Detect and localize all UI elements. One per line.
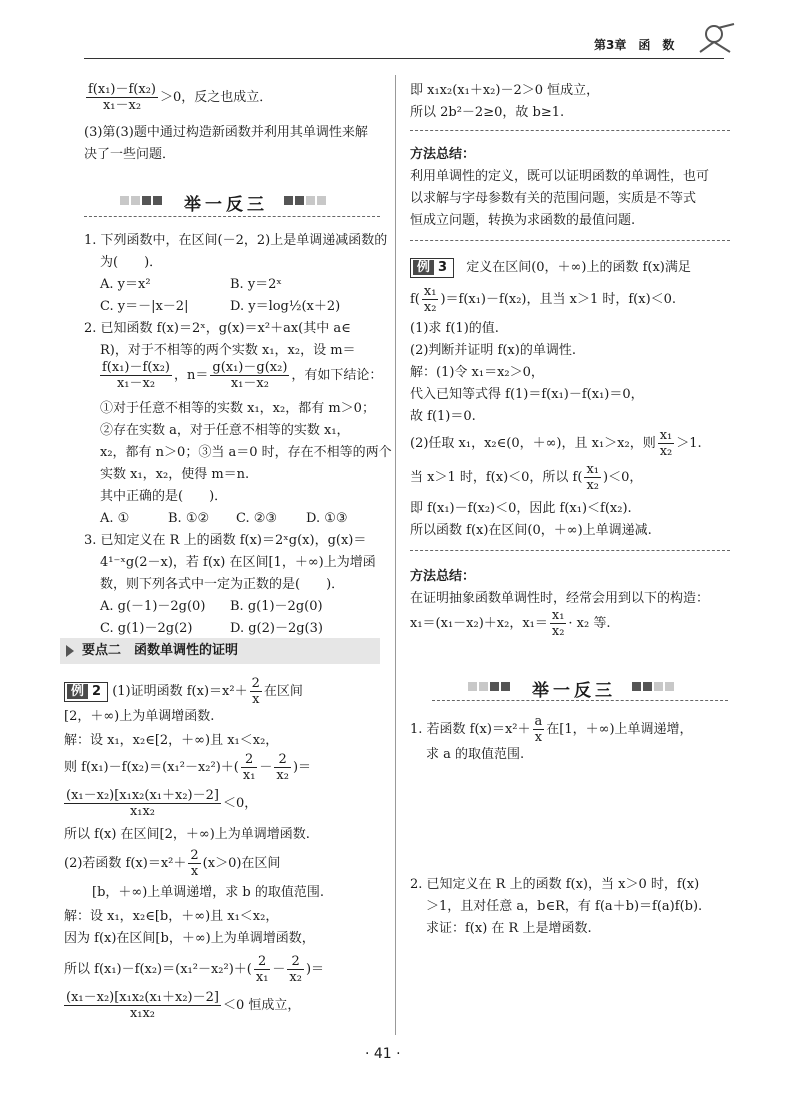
- fraction: $\frac{\text{g(x₁)－g(x₂)}}{\text{x₁－x₂}}$: [212, 360, 288, 391]
- text-line: (3)第(3)题中通过构造新函数并利用其单调性来解: [84, 125, 368, 140]
- fraction: $\frac{\text{x₁}}{\text{x₂}}$: [586, 462, 599, 493]
- fraction: $\frac{2}{\text{x₁}}$: [255, 954, 269, 985]
- method-summary-line: 利用单调性的定义，既可以证明函数的单调性，也可: [410, 169, 710, 184]
- q2-option-c: C. ②③: [236, 511, 278, 526]
- example-2-line: 例 2 (1)证明函数 f(x)＝x²＋ $\frac{2}{x}$ 在区间: [64, 676, 303, 707]
- column-divider: [395, 75, 396, 1035]
- method-summary-line: 以求解与字母参数有关的范围问题，实质是不等式: [410, 191, 697, 206]
- fraction: $\frac{\text{(x₁－x₂)[x₁x₂(x₁＋x₂)－2]}}{\text{x₁x₂}}$: [66, 788, 219, 819]
- q2-option-a: A. ①: [100, 511, 130, 526]
- fraction: $\frac{2}{\text{x₁}}$: [242, 752, 256, 783]
- q1-option-c: C. y＝－|x－2|: [100, 299, 189, 314]
- q1-line: 1. 下列函数中，在区间(－2，2)上是单调递减函数的: [84, 233, 388, 248]
- text-line: 决了一些问题．: [84, 147, 176, 162]
- fraction: $\frac{2}{\text{x₂}}$: [276, 752, 289, 783]
- divider-dash: [410, 130, 730, 131]
- practice-q2-line: 2. 已知定义在 R 上的函数 f(x)，当 x＞0 时，f(x): [410, 877, 700, 892]
- q2-line: 其中正确的是( )．: [100, 489, 228, 504]
- example-2-line: [b，＋∞)上单调递增，求 b 的取值范围.: [92, 885, 325, 900]
- q1-option-b: B. y＝2ˣ: [230, 277, 282, 292]
- q3-option-a: A. g(－1)－2g(0): [100, 599, 206, 614]
- example-3-solution: 解：(1)令 x₁＝x₂＞0，: [410, 365, 544, 380]
- practice-banner-right: [432, 676, 728, 700]
- intro-fraction-line: $\frac{\text{f(x₁)－f(x₂)}}{\text{x₁－x₂}}$ ＞0，反之也成立．: [88, 82, 273, 113]
- practice-q1-line: 求 a 的取值范围.: [426, 747, 525, 762]
- mascot-icon: [696, 22, 736, 56]
- method-summary-title: 方法总结：: [410, 147, 476, 162]
- method-summary-title: 方法总结：: [410, 569, 476, 584]
- example-3-line: 代入已知等式得 f(1)＝f(x₁)－f(x₁)＝0，: [410, 387, 644, 402]
- example-3-line: (1)求 f(1)的值.: [410, 321, 499, 336]
- q1-line: 为( )．: [100, 255, 163, 270]
- example-2-line: (2)若函数 f(x)＝x²＋ $\frac{2}{x}$ (x＞0)在区间: [64, 848, 281, 879]
- divider-dash: [410, 240, 730, 241]
- practice-banner-left: [84, 190, 380, 214]
- banner-dash: [84, 216, 380, 217]
- q2-line: ②存在实数 a，对于任意不相等的实数 x₁，: [100, 423, 350, 438]
- banner-blocks: [632, 682, 674, 691]
- fraction: $\frac{\text{x₁}}{\text{x₂}}$: [659, 428, 673, 459]
- example-3-line: (2)任取 x₁，x₂∈(0，＋∞)，且 x₁＞x₂，则 $\frac{\text{x₁}}{\text{x₂}}$ ＞1.: [410, 428, 702, 459]
- fraction: $\frac{\text{(x₁－x₂)[x₁x₂(x₁＋x₂)－2]}}{\text{x₁x₂}}$: [66, 990, 219, 1021]
- q3-line: 3. 已知定义在 R 上的函数 f(x)＝2ˣg(x)，g(x)＝: [84, 533, 367, 548]
- text-line: 所以 2b²－2≥0，故 b≥1.: [410, 105, 565, 120]
- q3-option-d: D. g(2)－2g(3): [230, 621, 323, 636]
- example-3-line: f( $\frac{\text{x₁}}{\text{x₂}}$ )＝f(x₁)－f(x₂)，且当 x＞1 时，f(x)＜0.: [410, 284, 677, 315]
- q2-line: 2. 已知函数 f(x)＝2ˣ，g(x)＝x²＋ax(其中 a∈: [84, 321, 351, 336]
- example-2-line: 因为 f(x)在区间[b，＋∞)上为单调增函数，: [64, 931, 315, 946]
- fraction: $\frac{\text{f(x₁)－f(x₂)}}{\text{x₁－x₂}}$: [88, 82, 156, 113]
- divider-dash: [410, 550, 730, 551]
- triangle-arrow-icon: [66, 645, 74, 657]
- banner-dash: [432, 700, 728, 701]
- example-2-line: 所以 f(x) 在区间[2，＋∞)上为单调增函数.: [64, 827, 310, 842]
- q2-option-b: B. ①②: [168, 511, 210, 526]
- example-tag: 例 3: [410, 258, 454, 278]
- q1-option-d: D. y＝log½(x＋2): [230, 299, 341, 314]
- banner-title: 举一反三: [184, 195, 268, 215]
- page-number: · 41 ·: [365, 1046, 401, 1062]
- method-summary-line: 恒成立问题，转换为求函数的最值问题.: [410, 213, 636, 228]
- banner-title: 举一反三: [532, 681, 616, 701]
- q2-line: R)，对于不相等的两个实数 x₁，x₂，设 m＝: [100, 343, 356, 358]
- example-2-line: 所以 f(x₁)－f(x₂)＝(x₁²－x₂²)＋( $\frac{2}{\text{x₁}}$ － $\frac{2}{\text{x₂}}$ )＝: [64, 954, 325, 985]
- chapter-header: 第3章 函 数: [594, 38, 675, 52]
- section-heading: 要点二 函数单调性的证明: [60, 638, 380, 664]
- banner-blocks: [120, 196, 162, 205]
- q3-option-c: C. g(1)－2g(2): [100, 621, 193, 636]
- method-summary-line: x₁＝(x₁－x₂)＋x₂，x₁＝ $\frac{\text{x₁}}{\text{x₂}}$ · x₂ 等.: [410, 608, 611, 639]
- text-line: 即 x₁x₂(x₁＋x₂)－2＞0 恒成立，: [410, 83, 600, 98]
- example-2-line: $\frac{\text{(x₁－x₂)[x₁x₂(x₁＋x₂)－2]}}{\text{x₁x₂}}$ ＜0 恒成立，: [66, 990, 301, 1021]
- q2-line: ①对于任意不相等的实数 x₁，x₂，都有 m＞0；: [100, 401, 375, 416]
- example-3-line: 即 f(x₁)－f(x₂)＜0，因此 f(x₁)＜f(x₂).: [410, 501, 632, 516]
- fraction: $\frac{\text{x₁}}{\text{x₂}}$: [423, 284, 437, 315]
- method-summary-line: 在证明抽象函数单调性时，经常会用到以下的构造：: [410, 591, 710, 606]
- q2-line: 实数 x₁，x₂，使得 m＝n.: [100, 467, 250, 482]
- fraction: $\frac{2}{x}$: [190, 848, 199, 879]
- fraction: $\frac{\text{f(x₁)－f(x₂)}}{\text{x₁－x₂}}$: [102, 360, 170, 391]
- example-tag: 例 2: [64, 682, 108, 702]
- q2-option-d: D. ①③: [306, 511, 348, 526]
- header-rule: [84, 58, 724, 59]
- example-2-line: 则 f(x₁)－f(x₂)＝(x₁²－x₂²)＋( $\frac{2}{\text{x₁}}$ － $\frac{2}{\text{x₂}}$ )＝: [64, 752, 312, 783]
- banner-blocks: [468, 682, 510, 691]
- practice-q2-line: ＞1，且对任意 a，b∈R，有 f(a＋b)＝f(a)f(b).: [426, 899, 703, 914]
- example-3-line: 所以函数 f(x)在区间(0，＋∞)上单调递减.: [410, 523, 652, 538]
- q1-option-a: A. y＝x²: [100, 277, 151, 292]
- q3-line: 4¹⁻ˣg(2－x)，若 f(x) 在区间[1，＋∞)上为增函: [100, 555, 376, 570]
- example-2-line: [2，＋∞)上为单调增函数.: [64, 709, 215, 724]
- example-2-line: $\frac{\text{(x₁－x₂)[x₁x₂(x₁＋x₂)－2]}}{\text{x₁x₂}}$ ＜0，: [66, 788, 258, 819]
- fraction: $\frac{2}{\text{x₂}}$: [289, 954, 302, 985]
- fraction: $\frac{\text{x₁}}{\text{x₂}}$: [551, 608, 565, 639]
- fraction: $\frac{2}{x}$: [251, 676, 260, 707]
- example-3-line: 故 f(1)＝0.: [410, 409, 476, 424]
- q2-line: x₂，都有 n＞0；③当 a＝0 时，存在不相等的两个: [100, 445, 392, 460]
- q3-option-b: B. g(1)－2g(0): [230, 599, 323, 614]
- practice-q1-line: 1. 若函数 f(x)＝x²＋ $\frac{a}{x}$ 在[1，＋∞)上单调递增，: [410, 714, 693, 745]
- fraction: $\frac{a}{x}$: [534, 714, 543, 745]
- q2-fraction-line: $\frac{\text{f(x₁)－f(x₂)}}{\text{x₁－x₂}}$ ，n＝ $\frac{\text{g(x₁)－g(x₂)}}{\text{x₁－x₂}}$ ，有如下结论：: [102, 360, 383, 391]
- example-3-line: 当 x＞1 时，f(x)＜0，所以 f( $\frac{\text{x₁}}{\text{x₂}}$ )＜0，: [410, 462, 643, 493]
- banner-blocks: [284, 196, 326, 205]
- practice-q2-line: 求证：f(x) 在 R 上是增函数.: [426, 921, 592, 936]
- example-3-line: (2)判断并证明 f(x)的单调性.: [410, 343, 576, 358]
- example-2-solution: 解：设 x₁，x₂∈[2，＋∞)且 x₁＜x₂，: [64, 733, 279, 748]
- example-2-solution: 解：设 x₁，x₂∈[b，＋∞)且 x₁＜x₂，: [64, 909, 279, 924]
- example-3-line: 例 3 定义在区间(0，＋∞)上的函数 f(x)满足: [410, 258, 691, 278]
- q3-line: 数，则下列各式中一定为正数的是( )．: [100, 577, 345, 592]
